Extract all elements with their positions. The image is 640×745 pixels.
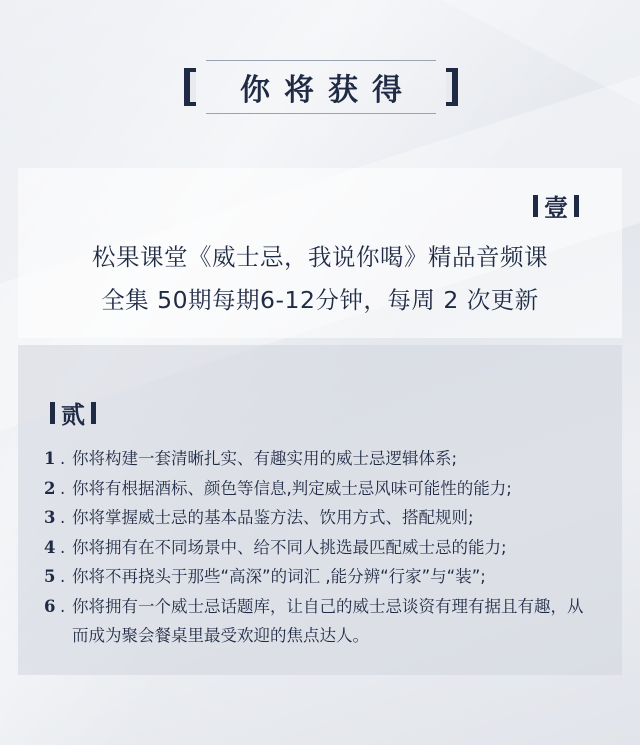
- item-text: 你将拥有一个威士忌话题库，让自己的威士忌谈资有理有据且有趣，从而成为聚会餐桌里最受欢迎的焦点达人。: [72, 596, 584, 645]
- label-bar-icon: [574, 195, 579, 217]
- label-bar-icon: [91, 402, 96, 424]
- section-two-label: [44, 395, 102, 430]
- list-item: 1 . 你将构建一套清晰扎实、有趣实用的威士忌逻辑体系;: [44, 444, 604, 474]
- item-number: 2: [44, 478, 56, 498]
- section-one-label: [527, 188, 585, 223]
- item-number: 1: [44, 449, 56, 468]
- benefit-list: [44, 444, 604, 651]
- label-bar-icon: [533, 195, 538, 217]
- list-item: 6 . 你将拥有一个威士忌话题库，让自己的威士忌谈资有理有据且有趣，从而成为聚会餐桌里最受欢迎的焦点达人。: [44, 592, 604, 651]
- list-item: 2 . 你将有根据酒标、颜色等信息,判定威士忌风味可能性的能力;: [44, 474, 604, 504]
- page-title-block: [176, 56, 466, 118]
- label-bar-icon: [50, 402, 55, 424]
- item-number: 5: [44, 567, 56, 586]
- course-schedule: 全集 50期每期6-12分钟，每周 2 次更新: [101, 286, 539, 314]
- page-title: 你将获得: [240, 73, 416, 108]
- item-number: 4: [44, 537, 56, 557]
- section-two-label-text: 贰: [61, 401, 85, 429]
- list-item: 3 . 你将掌握威士忌的基本品鉴方法、饮用方式、搭配规则;: [44, 503, 604, 533]
- right-bracket-icon: [446, 68, 458, 106]
- item-text: 你将有根据酒标、颜色等信息,判定威士忌风味可能性的能力;: [72, 478, 512, 498]
- list-item: 4 . 你将拥有在不同场景中、给不同人挑选最匹配威士忌的能力;: [44, 533, 604, 563]
- item-number: 6: [44, 596, 56, 616]
- course-name: 松果课堂《威士忌，我说你喝》精品音频课: [92, 243, 548, 271]
- list-item: 5 . 你将不再挠头于那些“高深”的词汇 ,能分辨“行家”与“装”;: [44, 562, 604, 592]
- item-text: 你将拥有在不同场景中、给不同人挑选最匹配威士忌的能力;: [72, 537, 507, 557]
- left-bracket-icon: [184, 68, 196, 106]
- section-one-label-text: 壹: [544, 194, 568, 222]
- item-number: 3: [44, 508, 56, 527]
- item-text: 你将构建一套清晰扎实、有趣实用的威士忌逻辑体系;: [72, 449, 458, 468]
- item-text: 你将掌握威士忌的基本品鉴方法、饮用方式、搭配规则;: [72, 508, 474, 527]
- item-text: 你将不再挠头于那些“高深”的词汇 ,能分辨“行家”与“装”;: [72, 567, 486, 586]
